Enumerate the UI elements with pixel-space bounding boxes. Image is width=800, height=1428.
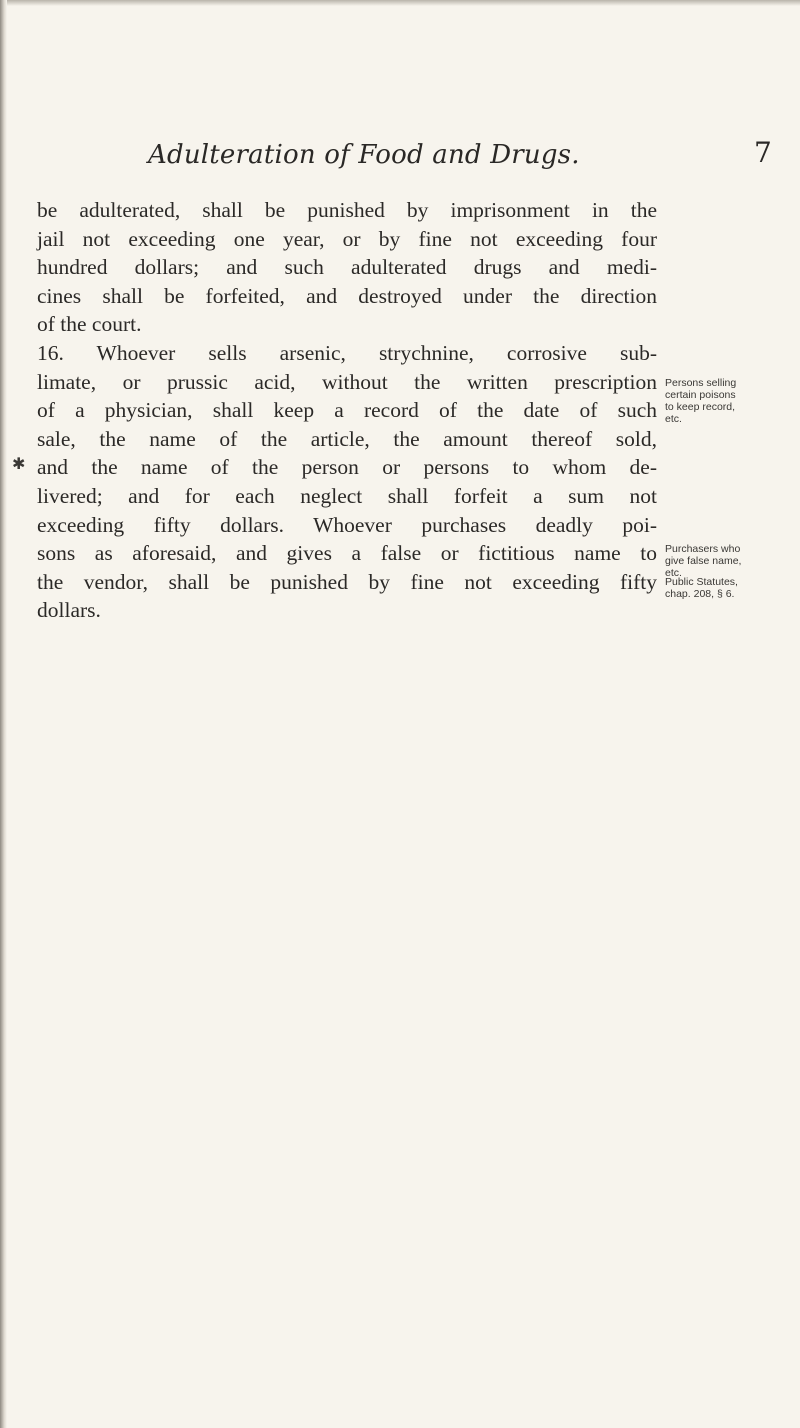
text-line: of a physician, shall keep a record of the date of such xyxy=(37,398,657,423)
text-line: cines shall be forfeited, and destroyed under the direction xyxy=(37,283,657,308)
running-title: Adulteration of Food and Drugs. xyxy=(148,140,580,170)
page-top-shadow xyxy=(0,0,800,6)
marginal-note-line: etc. xyxy=(665,567,682,579)
marginal-note-purchasers xyxy=(665,543,741,579)
text-line: jail not exceeding one year, or by fine not exceeding four xyxy=(37,226,657,251)
marginal-note-line: Persons selling xyxy=(665,377,737,389)
text-line: exceeding fifty dollars. Whoever purchases deadly poi- xyxy=(37,512,657,537)
margin-asterisk-mark: ✱ xyxy=(12,454,26,473)
marginal-note-line: Purchasers who xyxy=(665,543,741,555)
marginal-note-line: certain poisons xyxy=(665,389,736,401)
marginal-note-line: to keep record, xyxy=(665,401,736,413)
marginal-note-line: etc. xyxy=(665,413,682,425)
text-line: sale, the name of the article, the amount thereof sold, xyxy=(37,426,657,451)
body-text xyxy=(37,196,657,625)
text-line: of the court. xyxy=(37,312,142,337)
marginal-note-persons-selling xyxy=(665,377,736,425)
marginal-note-statute-citation xyxy=(665,576,738,600)
text-line: limate, or prussic acid, without the written prescription xyxy=(37,369,657,394)
text-line: be adulterated, shall be punished by imprisonment in the xyxy=(37,198,657,222)
section-16-start: 16. Whoever sells arsenic, strychnine, corrosive sub- xyxy=(37,340,657,365)
text-line: and the name of the person or persons to whom de- xyxy=(37,455,657,480)
page-number: 7 xyxy=(754,136,772,169)
page-binding-shadow xyxy=(0,0,7,1428)
text-line: dollars. xyxy=(37,598,101,623)
marginal-note-line: Public Statutes, xyxy=(665,576,738,588)
text-line: livered; and for each neglect shall forfeit a sum not xyxy=(37,483,657,508)
text-line: hundred dollars; and such adulterated drugs and medi- xyxy=(37,255,657,280)
text-line: the vendor, shall be punished by fine not exceeding fifty xyxy=(37,569,657,594)
marginal-note-line: give false name, xyxy=(665,555,742,567)
marginal-note-line: chap. 208, § 6. xyxy=(665,588,735,600)
text-line: sons as aforesaid, and gives a false or fictitious name to xyxy=(37,541,657,566)
